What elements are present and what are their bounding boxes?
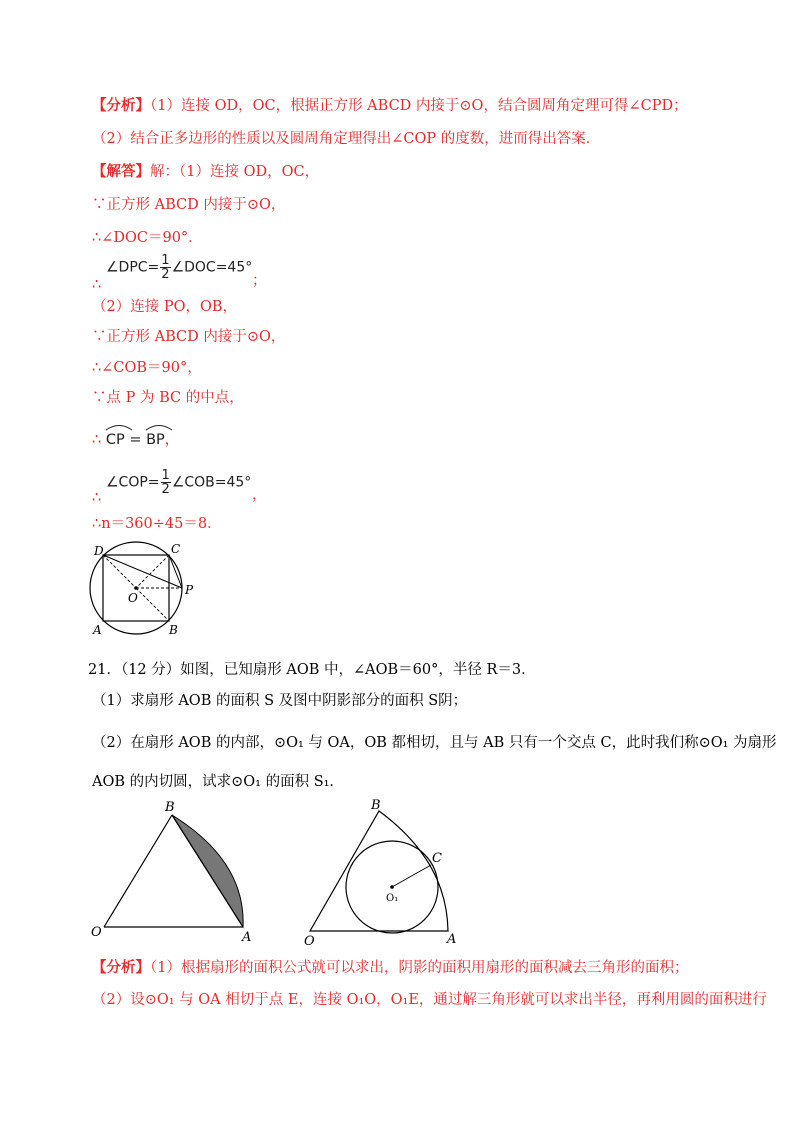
label-o1: O₁ [386,893,399,904]
therefore-symbol-2: ∴ [92,432,102,448]
label-b-3: B [371,798,381,813]
solution-step-2: ∴∠DOC＝90°． [92,230,203,246]
sector-incircle-figure [296,795,476,950]
equation-cop-right: ∠COB=45° [171,474,252,491]
arc-over-bp-icon [144,423,174,431]
solution-step-5: ∵点 P 为 BC 的中点， [92,390,244,406]
label-a: A [93,623,102,637]
radius-o1c [392,865,431,887]
arc-cp: CP [106,430,125,450]
segment-dp [103,555,182,588]
analysis-2-line-2: （2）设⊙O₁ 与 OA 相切于点 E，连接 O₁O，O₁E，通过解三角形就可以求出半径，再利用圆的面积进行 [92,992,767,1008]
problem-21-question-2a: （2）在扇形 AOB 的内部，⊙O₁ 与 OA，OB 都相切，且与 AB 只有一个交点 C，此时我们称⊙O₁ 为扇形 [92,735,777,751]
fraction-denominator-2: 2 [161,482,170,497]
solution-tag: 【解答】 [92,163,150,180]
segment-oc [136,555,169,588]
solution-step-4: ∴∠COB＝90°， [92,360,202,376]
label-a-2: A [242,930,252,945]
solution-step-3: ∵正方形 ABCD 内接于⊙O， [92,329,286,345]
problem-21-header: 21．（12 分）如图，已知扇形 AOB 中，∠AOB＝60°，半径 R＝3． [88,662,536,678]
solution-intro-text: 解：（1）连接 OD，OC， [150,164,320,180]
part-2-intro: （2）连接 PO，OB， [92,299,238,315]
problem-21-question-1: （1）求扇形 AOB 的面积 S 及图中阴影部分的面积 S阴； [92,693,468,709]
therefore-symbol-1: ∴ [92,277,102,293]
solution-intro [92,162,319,182]
circle-square-figure [86,540,206,640]
analysis-1-line-2: （2）结合正多边形的性质以及圆周角定理得出∠COP 的度数，进而得出答案． [92,131,601,147]
label-a-3: A [447,932,457,947]
fraction-denominator: 2 [161,267,170,282]
equation-dpc-left: ∠DPC= [106,259,160,276]
chord-ab [172,815,243,927]
sector-outline [310,811,448,931]
equation-cop [106,469,251,496]
analysis-tag-2: 【分析】 [92,959,150,976]
label-p: P [185,583,194,597]
sector-shaded-figure [88,795,258,945]
equation-dpc [106,254,252,281]
label-c: C [171,542,181,556]
fraction-numerator-2: 1 [161,468,170,483]
half-fraction-2 [161,469,171,496]
half-fraction [160,254,170,281]
analysis-1-line-1 [92,96,688,116]
label-o: O [128,591,138,605]
analysis-2-line-1 [92,958,688,978]
label-o-3: O [304,934,315,949]
center-o1 [390,885,394,889]
analysis-2-text: （1）根据扇形的面积公式就可以求出，阴影的面积用扇形的面积减去三角形的面积； [150,960,689,976]
analysis-text: （1）连接 OD，OC，根据正方形 ABCD 内接于⊙O，结合圆周角定理可得∠CPD； [150,98,688,114]
arc-bp: BP [146,430,165,450]
segment-od [103,555,136,588]
problem-21-question-2b: AOB 的内切圆，试求⊙O₁ 的面积 S₁． [92,774,344,790]
segment-ob [136,588,169,621]
label-d: D [94,544,104,558]
radius-ob [104,815,172,927]
label-c-3: C [432,851,442,866]
analysis-tag: 【分析】 [92,97,150,114]
label-o-2: O [91,925,102,940]
solution-step-1: ∵正方形 ABCD 内接于⊙O， [92,197,286,213]
center-point [134,586,138,590]
therefore-symbol-3: ∴ [92,490,102,506]
equation-dpc-end: ； [252,273,267,289]
label-b: B [169,623,178,637]
arc-equality: ∴ CP = BP， [92,430,179,450]
label-b-2: B [165,800,175,815]
equation-cop-end: ， [252,487,267,503]
arc-over-cp-icon [104,423,134,431]
fraction-numerator: 1 [161,253,170,268]
equation-dpc-right: ∠DOC=45° [171,259,253,276]
equation-cop-left: ∠COP= [106,474,160,491]
solution-result: ∴n＝360÷45＝8． [92,516,222,532]
